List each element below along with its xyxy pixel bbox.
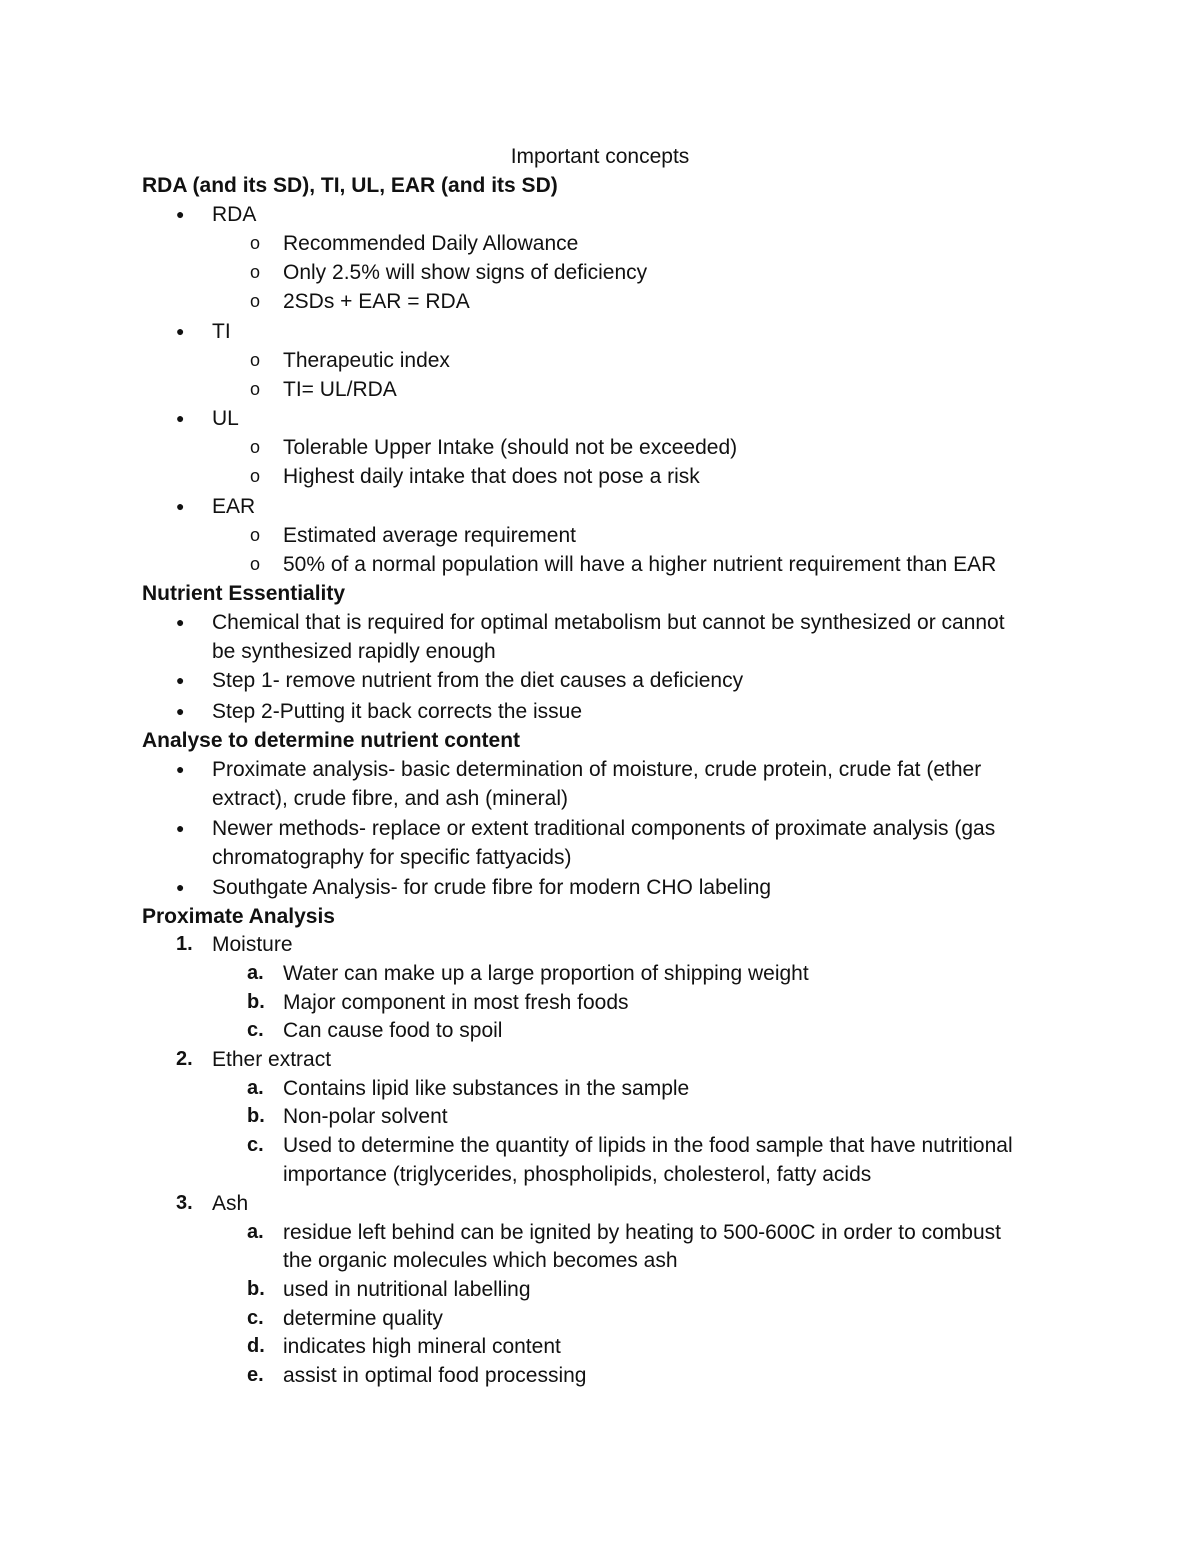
lettered-item: Major component in most fresh foods	[283, 991, 629, 1014]
lettered-item: Contains lipid like substances in the sample	[283, 1077, 690, 1100]
list-number: 1.	[176, 933, 193, 955]
sub-item: Highest daily intake that does not pose a risk	[283, 465, 700, 488]
bullet-icon: ●	[176, 761, 185, 777]
lettered-item: residue left behind can be ignited by heating to 500-600C in order to combust	[283, 1221, 1001, 1244]
lettered-item: used in nutritional labelling	[283, 1278, 531, 1301]
list-item-ul: UL	[212, 407, 239, 430]
bullet-icon: ●	[176, 498, 185, 514]
list-item-line: Southgate Analysis- for crude fibre for modern CHO labeling	[212, 876, 772, 899]
bullet-icon: ●	[176, 323, 185, 339]
bullet-icon: ●	[176, 703, 185, 719]
bullet-icon: ●	[176, 410, 185, 426]
list-item-line: chromatography for specific fattyacids)	[212, 846, 572, 869]
sub-item: Tolerable Upper Intake (should not be exceeded)	[283, 436, 738, 459]
list-item-rda: RDA	[212, 203, 257, 226]
sub-item: Estimated average requirement	[283, 524, 576, 547]
circle-bullet-icon: o	[250, 291, 261, 311]
list-item-line: Step 2-Putting it back corrects the issue	[212, 700, 583, 723]
lettered-item: Non-polar solvent	[283, 1105, 448, 1128]
list-letter: c.	[247, 1134, 264, 1156]
list-item-line: Proximate analysis- basic determination of moisture, crude protein, crude fat (ether	[212, 758, 982, 781]
heading-analyse: Analyse to determine nutrient content	[142, 729, 521, 752]
lettered-item: assist in optimal food processing	[283, 1364, 587, 1387]
sub-item: TI= UL/RDA	[283, 378, 397, 401]
list-letter: b.	[247, 1105, 265, 1127]
bullet-icon: ●	[176, 820, 185, 836]
list-letter: d.	[247, 1335, 265, 1357]
heading-rda-section: RDA (and its SD), TI, UL, EAR (and its SD)	[142, 174, 558, 197]
bullet-icon: ●	[176, 614, 185, 630]
numbered-item: Ash	[212, 1192, 249, 1215]
lettered-item: Can cause food to spoil	[283, 1019, 503, 1042]
circle-bullet-icon: o	[250, 262, 261, 282]
list-letter: a.	[247, 1077, 264, 1099]
heading-nutrient-essentiality: Nutrient Essentiality	[142, 582, 346, 605]
circle-bullet-icon: o	[250, 379, 261, 399]
sub-item: Therapeutic index	[283, 349, 450, 372]
lettered-item-continuation: the organic molecules which becomes ash	[283, 1249, 678, 1272]
lettered-item-continuation: importance (triglycerides, phospholipids, cholesterol, fatty acids	[283, 1163, 872, 1186]
circle-bullet-icon: o	[250, 466, 261, 486]
circle-bullet-icon: o	[250, 554, 261, 574]
list-item-line: be synthesized rapidly enough	[212, 640, 496, 663]
bullet-icon: ●	[176, 879, 185, 895]
sub-item: Only 2.5% will show signs of deficiency	[283, 261, 648, 284]
sub-item: Recommended Daily Allowance	[283, 232, 579, 255]
list-letter: c.	[247, 1019, 264, 1041]
list-letter: a.	[247, 1221, 264, 1243]
list-item-line: Step 1- remove nutrient from the diet causes a deficiency	[212, 669, 744, 692]
lettered-item: Used to determine the quantity of lipids in the food sample that have nutritional	[283, 1134, 1013, 1157]
list-item-ear: EAR	[212, 495, 256, 518]
list-number: 3.	[176, 1192, 193, 1214]
heading-proximate-analysis: Proximate Analysis	[142, 905, 335, 928]
list-item-ti: TI	[212, 320, 231, 343]
list-letter: b.	[247, 1278, 265, 1300]
sub-item: 2SDs + EAR = RDA	[283, 290, 470, 313]
circle-bullet-icon: o	[250, 350, 261, 370]
lettered-item: indicates high mineral content	[283, 1335, 561, 1358]
circle-bullet-icon: o	[250, 525, 261, 545]
lettered-item: Water can make up a large proportion of shipping weight	[283, 962, 809, 985]
circle-bullet-icon: o	[250, 437, 261, 457]
page-title: Important concepts	[510, 145, 690, 168]
list-item-line: extract), crude fibre, and ash (mineral)	[212, 787, 568, 810]
circle-bullet-icon: o	[250, 233, 261, 253]
bullet-icon: ●	[176, 206, 185, 222]
numbered-item: Moisture	[212, 933, 293, 956]
bullet-icon: ●	[176, 672, 185, 688]
lettered-item: determine quality	[283, 1307, 443, 1330]
sub-item: 50% of a normal population will have a higher nutrient requirement than EAR	[283, 553, 997, 576]
list-number: 2.	[176, 1048, 193, 1070]
list-item-line: Newer methods- replace or extent traditional components of proximate analysis (gas	[212, 817, 996, 840]
list-letter: e.	[247, 1364, 264, 1386]
list-item-line: Chemical that is required for optimal metabolism but cannot be synthesized or cannot	[212, 611, 1005, 634]
numbered-item: Ether extract	[212, 1048, 332, 1071]
list-letter: b.	[247, 991, 265, 1013]
list-letter: c.	[247, 1307, 264, 1329]
list-letter: a.	[247, 962, 264, 984]
